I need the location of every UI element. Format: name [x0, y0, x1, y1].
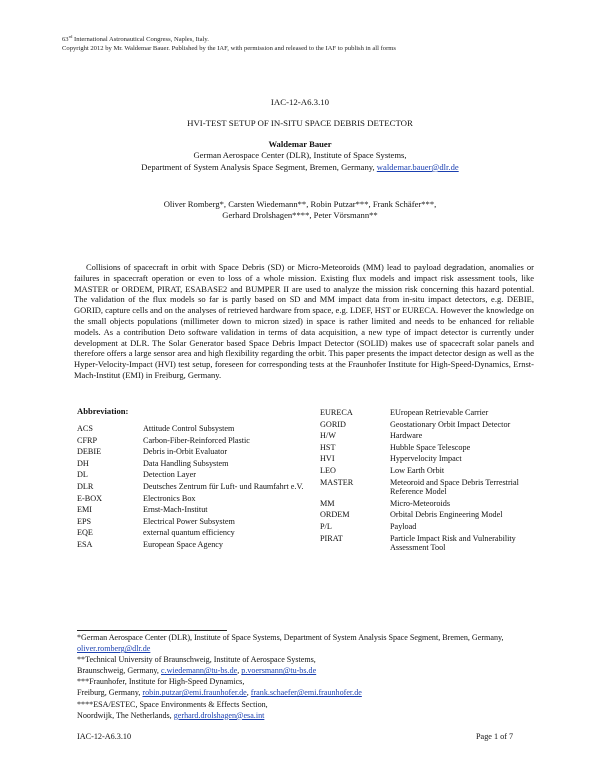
footer-paper-id: IAC-12-A6.3.10: [77, 732, 132, 741]
abbreviation-row: HST Hubble Space Telescope: [320, 442, 471, 452]
abbreviation-row: ACS Attitude Control Subsystem: [77, 424, 235, 433]
abbreviation-row: MM Micro-Meteoroids: [320, 498, 451, 508]
author-affiliation: German Aerospace Center (DLR), Institute of Space Systems,: [193, 150, 407, 161]
abbreviation-list-right: [320, 408, 550, 555]
footnote-email-link[interactable]: p.voersmann@tu-bs.de: [241, 666, 317, 676]
abbreviation-row: EPS Electrical Power Subsystem: [77, 516, 235, 526]
coauthors-line: Gerhard Drolshagen****, Peter Vörsmann**: [222, 210, 378, 221]
author-name: Waldemar Bauer: [268, 139, 332, 149]
footnote-email-link[interactable]: c.wiedemann@tu-bs.de: [161, 666, 238, 676]
abbreviation-row: P/L Payload: [320, 521, 417, 531]
abbreviation-row: DH Data Handling Subsystem: [77, 458, 229, 468]
abbreviation-row: LEO Low Earth Orbit: [320, 465, 445, 475]
footnote-esa-location: Noordwijk, The Netherlands, gerhard.drolshagen@esa.int: [77, 710, 265, 720]
paper-title: HVI-TEST SETUP OF IN-SITU SPACE DEBRIS DETECTOR: [187, 118, 413, 128]
conference-header: [62, 32, 396, 53]
abbreviation-list-left: [77, 424, 307, 552]
abbreviation-row: H/W Hardware: [320, 431, 423, 441]
author-block: [0, 139, 600, 173]
footnote-email-link[interactable]: frank.schaefer@emi.fraunhofer.de: [250, 688, 362, 698]
footnote-emi: ***Fraunhofer, Institute for High-Speed Dynamics,: [77, 677, 245, 687]
footnote-tubs: **Technical University of Braunschweig, Institute of Aerospace Systems,: [77, 655, 316, 665]
footnote-email-link[interactable]: robin.putzar@emi.fraunhofer.de: [142, 688, 247, 698]
page-number: Page 1 of 7: [476, 732, 514, 741]
footnote-email-link[interactable]: oliver.romberg@dlr.de: [77, 644, 151, 654]
footnotes: [77, 632, 547, 721]
abbreviation-row: EURECA EUropean Retrievable Carrier: [320, 408, 489, 417]
author-email-link[interactable]: waldemar.bauer@dlr.de: [376, 161, 459, 172]
footnote-esa: ****ESA/ESTEC, Space Environments & Effects Section,: [77, 699, 268, 709]
abbreviation-row: ORDEM Orbital Debris Engineering Model: [320, 510, 503, 520]
abbreviation-row: DEBIE Debris in-Orbit Evaluator: [77, 447, 228, 457]
footnote-emi-location: Freiburg, Germany, robin.putzar@emi.fraunhofer.de, frank.schaefer@emi.fraunhofer.de: [77, 688, 362, 698]
author-department: Department of System Analysis Space Segment, Bremen, Germany, waldemar.bauer@dlr.de: [141, 161, 459, 172]
abbreviation-row: CFRP Carbon-Fiber-Reinforced Plastic: [77, 435, 250, 445]
footnote-tubs-location: Braunschweig, Germany, c.wiedemann@tu-bs.de, p.voersmann@tu-bs.de: [77, 666, 317, 676]
coauthors-line: Oliver Romberg*, Carsten Wiedemann**, Robin Putzar***, Frank Schäfer***,: [163, 199, 437, 209]
abbreviation-row: HVI Hypervelocity Impact: [320, 454, 462, 464]
footnote-dlr: *German Aerospace Center (DLR), Institute of Space Systems, Department of System Analysis Space Segment, Bremen, Germany, oliver.romberg@dlr.de: [77, 633, 504, 654]
abbreviation-row: DL Detection Layer: [77, 470, 196, 480]
conference-line: 63rd International Astronautical Congress, Naples, Italy.: [62, 34, 209, 44]
copyright-line: Copyright 2012 by Mr. Waldemar Bauer. Published by the IAF, with permission and released to the IAF to publish in all forms: [62, 45, 396, 53]
abbreviation-row: E-BOX Electronics Box: [77, 493, 196, 503]
coauthors: [0, 199, 600, 222]
abbreviation-row: EMI Ernst-Mach-Institut: [77, 505, 208, 515]
abbreviation-row: GORID Geostationary Orbit Impact Detector: [320, 419, 511, 429]
abbreviation-row: MASTER Meteoroid and Space Debris Terrestrial Reference Model: [320, 477, 519, 497]
footnote-divider: [77, 630, 227, 631]
abbreviation-row: EQE external quantum efficiency: [77, 528, 235, 538]
footnote-email-link[interactable]: gerhard.drolshagen@esa.int: [173, 710, 265, 720]
abbreviation-row: PIRAT Particle Impact Risk and Vulnerability Assessment Tool: [320, 533, 516, 553]
paper-id: IAC-12-A6.3.10: [270, 97, 330, 107]
abstract: Collisions of spacecraft in orbit with Space Debris (SD) or Micro-Meteoroids (MM) lead to payload degradation, anomalies or failures in spacecraft operation or even to loss of a whole mission. Existing flux models and impact risk assessment tools, like MASTER or ORDEM, PIRAT, ESABASE2 and BUMPER II are used to analyze the mission risk concerning this hazard potential. The validation of the flux models so far is partly based on SD and MM impact data from in-situ impact detectors, e.g. DEBIE, GORID, capture cells and on the analyses of retrieved hardware from space, e.g. LDEF, HST or EURECA. However the knowledge on the small objects populations (millimeter down to micron sized) in space is rather limited and needs to be enhanced for reliable models. As a contribution Deto software validation in terms of data acquisition, a new type of impact detector is currently under development at DLR. The Solar Generator based Space Debris Impact Detector (SOLID) makes use of spacecraft solar panels and therefore offers a large sensor area and high flexibility regarding the orbit. This paper presents the impact detector design as well as the Hyper-Velocity-Impact (HVI) test setup, foreseen for corresponding tests at the Fraunhofer Institute for High-Speed-Dynamics, Ernst-Mach-Institut (EMI) in Freiburg, Germany.: [74, 262, 534, 380]
abbreviation-row: DLR Deutsches Zentrum für Luft- und Raumfahrt e.V.: [77, 481, 304, 491]
abbreviation-heading: Abbreviation:: [77, 406, 129, 416]
abbreviation-row: ESA European Space Agency: [77, 539, 224, 549]
